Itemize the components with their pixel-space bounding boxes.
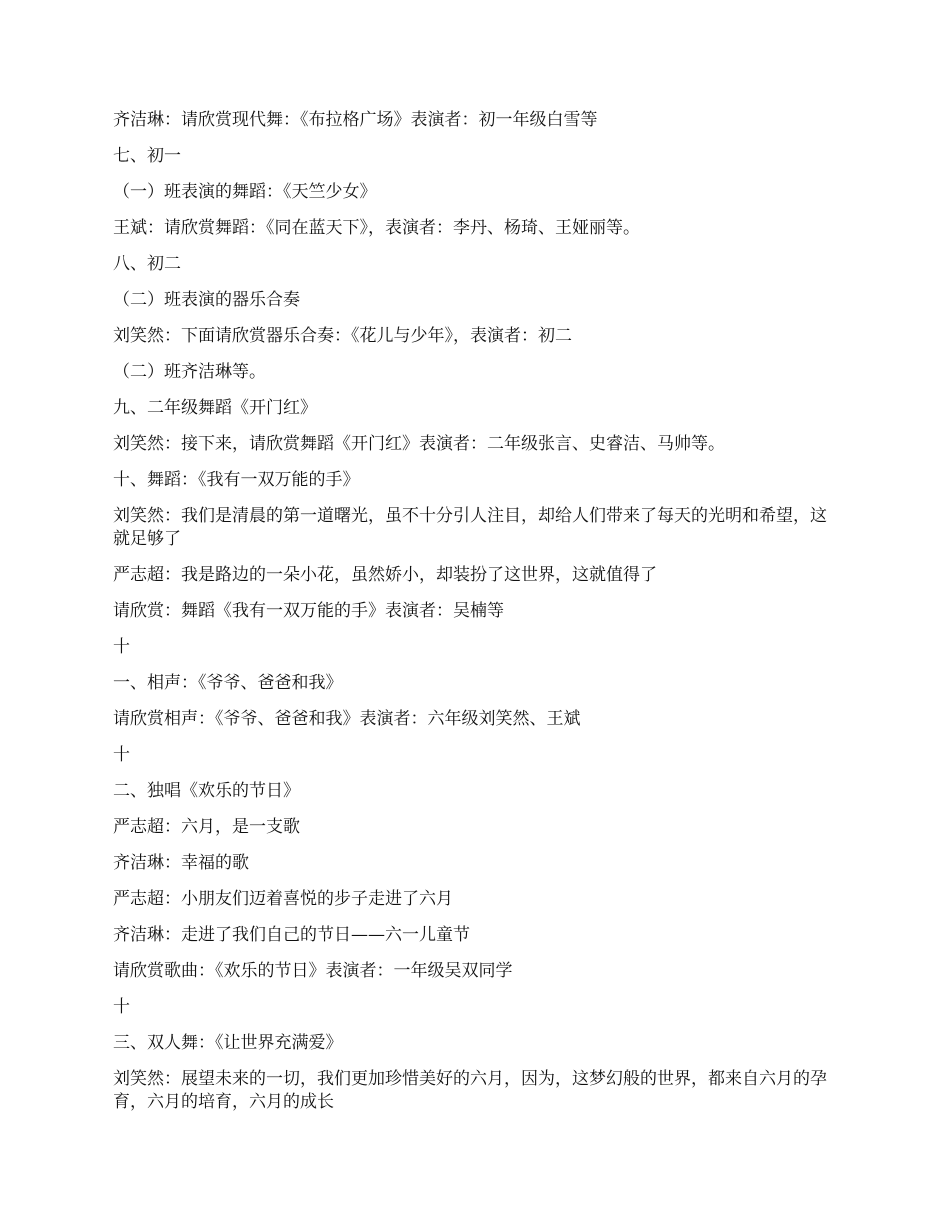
section-heading: 二、独唱《欢乐的节日》	[113, 781, 300, 801]
section-heading: 三、双人舞：《让世界充满爱》	[113, 1033, 343, 1053]
paragraph: 请欣赏相声：《爷爷、爸爸和我》表演者：六年级刘笑然、王斌	[113, 709, 581, 729]
paragraph: 刘笑然：展望未来的一切，我们更加珍惜美好的六月，因为，这梦幻般的世界，都来自六月的孕育，六月的培育，六月的成长	[113, 1069, 827, 1112]
paragraph: （二）班表演的器乐合奏	[113, 290, 300, 310]
paragraph: 严志超：小朋友们迈着喜悦的步子走进了六月	[113, 889, 453, 909]
paragraph: 刘笑然：接下来，请欣赏舞蹈《开门红》表演者：二年级张言、史睿洁、马帅等。	[113, 434, 725, 454]
section-heading: 七、初一	[113, 146, 181, 166]
paragraph: 刘笑然：我们是清晨的第一道曙光，虽不十分引人注目，却给人们带来了每天的光明和希望，这就足够了	[113, 506, 827, 549]
document-body	[113, 109, 843, 1127]
section-heading: 十	[113, 745, 130, 765]
paragraph: （一）班表演的舞蹈：《天竺少女》	[113, 182, 377, 202]
paragraph: 请欣赏：舞蹈《我有一双万能的手》表演者：吴楠等	[113, 601, 504, 621]
paragraph: 请欣赏歌曲：《欢乐的节日》表演者：一年级吴双同学	[113, 961, 513, 981]
paragraph: （二）班齐洁琳等。	[113, 362, 266, 382]
paragraph: 齐洁琳：幸福的歌	[113, 853, 249, 873]
section-heading: 八、初二	[113, 254, 181, 274]
section-heading: 九、二年级舞蹈《开门红》	[113, 398, 317, 418]
paragraph: 刘笑然：下面请欣赏器乐合奏：《花儿与少年》，表演者：初二	[113, 326, 572, 346]
paragraph: 严志超：我是路边的一朵小花，虽然娇小，却装扮了这世界，这就值得了	[113, 565, 657, 585]
section-heading: 十	[113, 637, 130, 657]
section-heading: 十	[113, 997, 130, 1017]
paragraph: 齐洁琳：走进了我们自己的节日——六一儿童节	[113, 925, 470, 945]
paragraph: 齐洁琳：请欣赏现代舞：《布拉格广场》表演者：初一年级白雪等	[113, 110, 598, 130]
section-heading: 十、舞蹈：《我有一双万能的手》	[113, 470, 360, 490]
section-heading: 一、相声：《爷爷、爸爸和我》	[113, 673, 343, 693]
paragraph: 严志超：六月，是一支歌	[113, 817, 300, 837]
paragraph: 王斌：请欣赏舞蹈：《同在蓝天下》，表演者：李丹、杨琦、王娅丽等。	[113, 218, 640, 238]
